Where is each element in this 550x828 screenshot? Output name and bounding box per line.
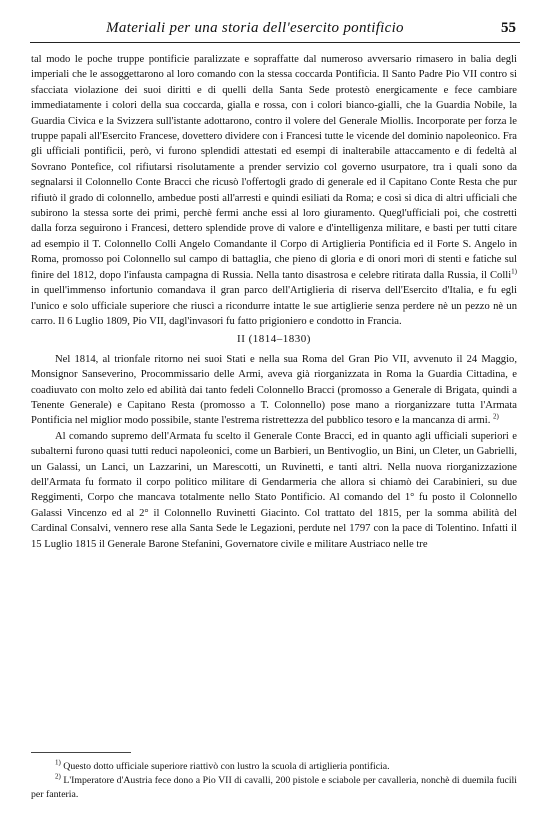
running-title: Materiali per una storia dell'esercito pontificio [106,20,404,36]
footnote-1 [31,760,517,774]
paragraph-text: tal modo le poche truppe pontificie paralizzate e sopraffatte dal numeroso avversario rimasero in balia degli imperiali che le assoggettarono al loro comando con la stessa coccarda Pontificia. Il Santo Padre Pio VII contro si sfacciata violazione dei suoi diritti e di quelli della Santa Sede protestò energicamente e fece cambiare immediatamente i colori della sua coccarda, gialla e rossa, con i colori bianco-gialli, che la Guardia Nobile, la Guardia Civica e la Svizzera sull'istante adottarono, contro il volere del Generale Miollis. Incorporate per forza le truppe papali all'Esercito Francese, dovettero dividere con i Francesi tutte le vicende del dominio napoleonico. Fra gli ufficiali pontificii, però, vi furono splendidi attestati ed esempi di inalterabile attaccamento e di fedeltà al Sovrano Pontefice, col rifiutarsi risolutamente a prender servizio col governo usurpatore, tra i quali sono da segnalarsi il Colonnello Conte Bracci che ricusò l'offertogli grado di generale ed il Capitano Conte Resta che pur rifiutò il grado di colonnello, ambedue posti all'arresti e quindi esiliati da Roma; e così si dica di altri ufficiali che subirono la stessa sorte dei primi, perchè fermi anche essi al loro giuramento. Quegl'ufficiali poi, che costretti dalla forza seguirono i Francesi, dettero splendide prove di valore e d'intelligenza militare, e basti per tutti citare ad esempio il T. Colonnello Colli Angelo Comandante il Corpo di Artiglieria Pontificia ed il Forte S. Angelo in Roma, promosso poi Colonnello sul campo di battaglia, che pieno di gloria e di onori morì di stenti e fatiche sul finire del 1812, dopo l'infausta campagna di Russia. Nella tanto disastrosa e celebre ritirata dalla Russia, il Colli [31,54,517,281]
footnote-ref-1: 1) [511,267,517,276]
section-heading: II (1814–1830) [237,333,311,346]
footnotes [31,760,517,802]
footnote-text: Questo dotto ufficiale superiore riattivò con lustro la scuola di artiglieria pontificia. [60,761,390,772]
paragraph-text: Nel 1814, al trionfale ritorno nei suoi Stati e nella sua Roma del Gran Pio VII, avvenuto il 24 Maggio, Monsignor Sanseverino, Procommissario delle Armi, aveva già riorganizzata in Roma la Guardia Cittadina, e coadiuvato con molto zelo ed abilità dai tanto fedeli Colonnello Bracci (promosso a Generale di Brigata, quindi a Tenente Generale) e Capitano Resta (promosso a T. Colonnello) pose mano a riorganizzare tutta l'Armata Pontificia nel miglior modo possibile, stante l'estrema ristrettezza del pubblico tesoro e la mancanza di armi. [31,353,517,427]
main-text [31,52,517,552]
footnote-2 [31,774,517,802]
footnote-divider [31,752,131,753]
footnote-ref-2: 2) [493,412,499,421]
paragraph-1814 [31,352,517,429]
footnote-marker: 1) [55,758,61,767]
page-header [30,20,520,43]
paragraph-text: in quell'immenso infortunio comandava il gran parco dell'Artiglieria di riserva dell'Esercito d'Italia, e fu egli l'unico e solo ufficiale superiore che riuscì a ricondurre intatte le sue artiglierie senza perdere nè un pezzo nè un carro. Il 6 Luglio 1809, Pio VII, dagl'invasori fu fatto prigioniero e condotto in Francia. [31,285,517,327]
page-number: 55 [501,20,516,36]
footnote-marker: 2) [55,772,61,781]
paragraph-continuation [31,52,517,329]
footnote-text: L'Imperatore d'Austria fece dono a Pio VII di cavalli, 200 pistole e sciabole per cavalleria, nonchè di duemila fucili per fanteria. [31,775,517,800]
paragraph-comando: Al comando supremo dell'Armata fu scelto il Generale Conte Bracci, ed in quanto agli ufficiali superiori e subalterni furono quasi tutti reduci napoleonici, come un Barbieri, un Bentivoglio, un Bini, un Cleter, un Gabrielli, un Galassi, un Lanci, un Lazzarini, un Marescotti, un Ruvinetti, e tanti altri. Nella nuova riorganizzazione dell'Armata fu formato il corpo politico militare di Gendarmeria che allora si chiamò dei Carabinieri, su due Reggimenti, Corpo che mancava totalmente nello Stato Pontificio. Al comando del 1° fu posto il Colonnello Galassi Vincenzo ed al 2° il Colonnello Ruvinetti Giacinto. Col trattato del 1815, per la somma abilità del Cardinal Consalvi, vennero rese alla Santa Sede le Legazioni, perdute nel 1797 con la pace di Tolentino. Infatti il 15 Luglio 1815 il Generale Barone Stefanini, Governatore civile e militare Austriaco nelle tre [31,430,517,550]
